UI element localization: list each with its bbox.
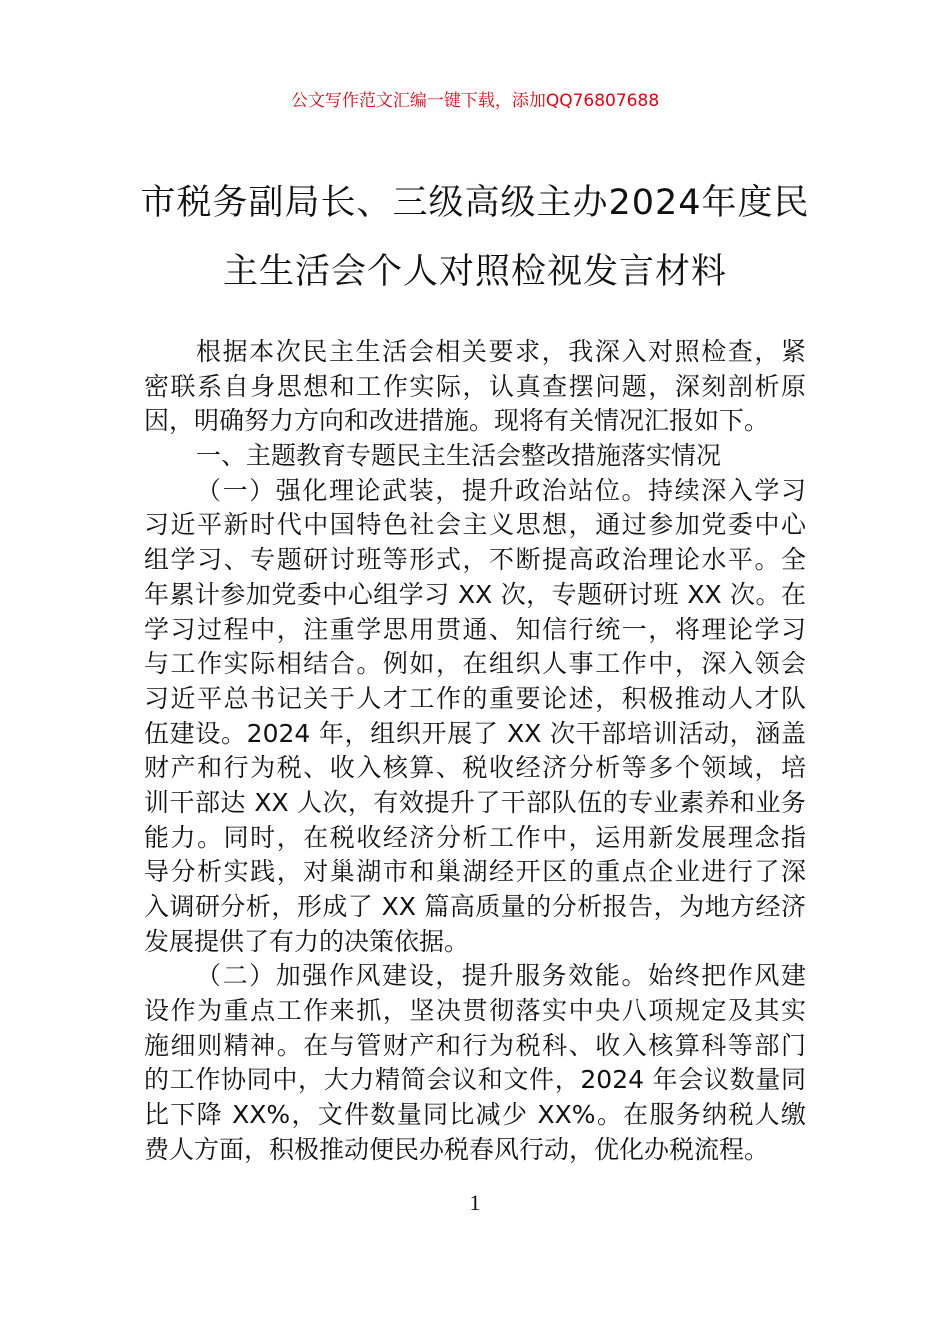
section-heading: 一、主题教育专题民主生活会整改措施落实情况 (196, 441, 722, 471)
paragraph-line: 密联系自身思想和工作实际，认真查摆问题，深刻剖析原 (144, 371, 806, 401)
paragraph-line: 比下降 XX%，文件数量同比减少 XX%。在服务纳税人缴 (144, 1100, 806, 1130)
paragraph-line: 的工作协同中，大力精简会议和文件，2024 年会议数量同 (144, 1065, 806, 1095)
paragraph-line: 与工作实际相结合。例如，在组织人事工作中，深入领会 (144, 649, 806, 679)
paragraph-line: 组学习、专题研讨班等形式，不断提高政治理论水平。全 (144, 545, 806, 575)
paragraph-line: 因，明确努力方向和改进措施。现将有关情况汇报如下。 (144, 406, 770, 436)
paragraph-line: 能力。同时，在税收经济分析工作中，运用新发展理念指 (144, 822, 806, 852)
paragraph-line: 伍建设。2024 年，组织开展了 XX 次干部培训活动，涵盖 (144, 718, 806, 748)
paragraph-line: 导分析实践，对巢湖市和巢湖经开区的重点企业进行了深 (144, 857, 806, 887)
paragraph-line: 年累计参加党委中心组学习 XX 次，专题研讨班 XX 次。在 (144, 579, 806, 609)
page-number: 1 (469, 1190, 481, 1215)
paragraph-line: 入调研分析，形成了 XX 篇高质量的分析报告，为地方经济 (144, 892, 806, 921)
paragraph-line: 发展提供了有力的决策依据。 (144, 926, 470, 956)
paragraph-line: 根据本次民主生活会相关要求，我深入对照检查，紧 (196, 337, 806, 366)
document-body (144, 335, 806, 1168)
paragraph-line: 学习过程中，注重学思用贯通、知信行统一，将理论学习 (144, 614, 806, 644)
paragraph-line: 训干部达 XX 人次，有效提升了干部队伍的专业素养和业务 (144, 787, 806, 817)
document-title-line-2: 主生活会个人对照检视发言材料 (222, 252, 727, 292)
promo-header: 公文写作范文汇编一键下载，添加QQ76807688 (290, 91, 660, 111)
paragraph-line: （一）强化理论武装，提升政治站位。持续深入学习 (196, 475, 806, 505)
paragraph-line: 费人方面，积极推动便民办税春风行动，优化办税流程。 (144, 1134, 770, 1164)
paragraph-line: 设作为重点工作来抓，坚决贯彻落实中央八项规定及其实 (144, 996, 806, 1026)
paragraph-line: 习近平新时代中国特色社会主义思想，通过参加党委中心 (144, 510, 806, 540)
paragraph-line: 财产和行为税、收入核算、税收经济分析等多个领域，培 (144, 753, 806, 783)
paragraph-line: 施细则精神。在与管财产和行为税科、收入核算科等部门 (144, 1030, 806, 1060)
document-title-line-1: 市税务副局长、三级高级主办2024年度民 (140, 183, 810, 223)
paragraph-line: 习近平总书记关于人才工作的重要论述，积极推动人才队 (144, 683, 806, 713)
paragraph-line: （二）加强作风建设，提升服务效能。始终把作风建 (196, 961, 806, 991)
